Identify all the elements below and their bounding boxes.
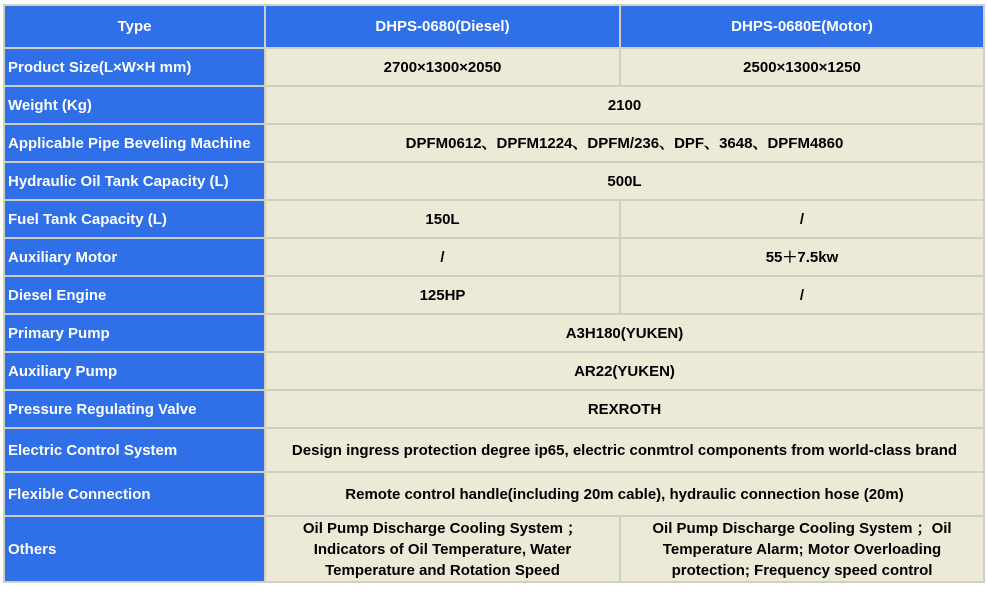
shared-value: Design ingress protection degree ip65, electric conmtrol components from world-class brand: [266, 429, 983, 471]
motor-value: 55＋7.5kw: [621, 239, 983, 275]
row-beveling-machine: [5, 125, 983, 161]
row-diesel-engine: [5, 277, 983, 313]
row-primary-pump: [5, 315, 983, 351]
header-row: [5, 6, 983, 47]
diesel-value: /: [266, 239, 619, 275]
motor-value: /: [621, 201, 983, 237]
row-others: [5, 517, 983, 581]
row-hydraulic-tank: [5, 163, 983, 199]
header-type: Type: [5, 6, 264, 47]
row-weight: [5, 87, 983, 123]
motor-value: Oil Pump Discharge Cooling System ；Oil Temperature Alarm; Motor Overloading protection; Frequency speed control: [621, 517, 983, 581]
row-label: Hydraulic Oil Tank Capacity (L): [5, 163, 264, 199]
row-label: Flexible Connection: [5, 473, 264, 515]
shared-value: REXROTH: [266, 391, 983, 427]
row-fuel-tank: [5, 201, 983, 237]
header-diesel-model: DHPS-0680(Diesel): [266, 6, 619, 47]
shared-value: 2100: [266, 87, 983, 123]
shared-value: AR22(YUKEN): [266, 353, 983, 389]
row-label: Auxiliary Motor: [5, 239, 264, 275]
row-label: Others: [5, 517, 264, 581]
header-motor-model: DHPS-0680E(Motor): [621, 6, 983, 47]
row-label: Primary Pump: [5, 315, 264, 351]
row-flexible-connection: [5, 473, 983, 515]
motor-value: /: [621, 277, 983, 313]
row-label: Electric Control System: [5, 429, 264, 471]
motor-value: 2500×1300×1250: [621, 49, 983, 85]
row-pressure-valve: [5, 391, 983, 427]
row-auxiliary-motor: [5, 239, 983, 275]
spec-table: [3, 4, 985, 583]
shared-value: 500L: [266, 163, 983, 199]
row-auxiliary-pump: [5, 353, 983, 389]
row-label: Applicable Pipe Beveling Machine: [5, 125, 264, 161]
diesel-value: Oil Pump Discharge Cooling System ；Indicators of Oil Temperature, Water Temperature and Rotation Speed: [266, 517, 619, 581]
row-product-size: [5, 49, 983, 85]
shared-value: DPFM0612、DPFM1224、DPFM/236、DPF、3648、DPFM4860: [266, 125, 983, 161]
row-electric-control: [5, 429, 983, 471]
row-label: Product Size(L×W×H mm): [5, 49, 264, 85]
shared-value: Remote control handle(including 20m cable), hydraulic connection hose (20m): [266, 473, 983, 515]
diesel-value: 150L: [266, 201, 619, 237]
shared-value: A3H180(YUKEN): [266, 315, 983, 351]
diesel-value: 2700×1300×2050: [266, 49, 619, 85]
row-label: Pressure Regulating Valve: [5, 391, 264, 427]
row-label: Auxiliary Pump: [5, 353, 264, 389]
row-label: Weight (Kg): [5, 87, 264, 123]
diesel-value: 125HP: [266, 277, 619, 313]
row-label: Diesel Engine: [5, 277, 264, 313]
row-label: Fuel Tank Capacity (L): [5, 201, 264, 237]
